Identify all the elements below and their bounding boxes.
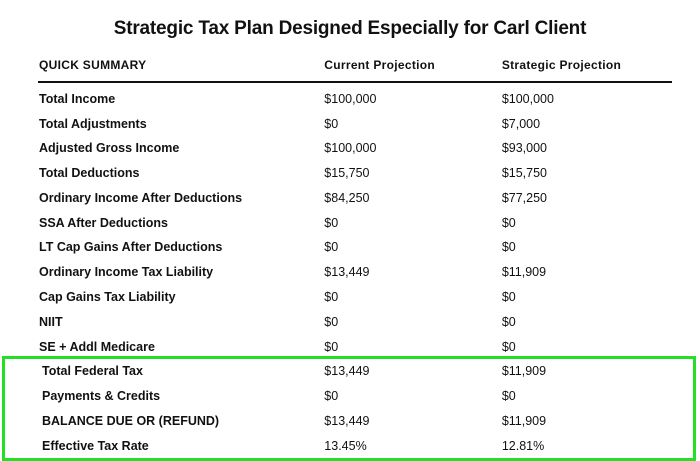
table-body: [38, 82, 672, 458]
row-current-value: $0: [324, 290, 339, 305]
row-current-value: $0: [324, 339, 339, 354]
row-strategic-value: $0: [501, 314, 516, 329]
column-header-current-projection: Current Projection: [324, 57, 436, 72]
row-current-value: $0: [324, 215, 339, 230]
row-label: Ordinary Income After Deductions: [39, 190, 243, 205]
row-strategic-value: $0: [501, 240, 516, 255]
table-row: [38, 334, 672, 359]
row-strategic-value: $0: [501, 290, 516, 305]
table-row: [38, 161, 672, 186]
row-strategic-value: $0: [501, 389, 516, 404]
table-row: [38, 309, 672, 334]
row-strategic-value: $11,909: [501, 265, 547, 280]
row-strategic-value: $7,000: [501, 116, 541, 131]
row-current-value: $100,000: [324, 141, 377, 156]
summary-table-container: [0, 57, 700, 458]
row-label: SSA After Deductions: [39, 215, 168, 230]
column-header-strategic-projection: Strategic Projection: [501, 57, 622, 72]
row-strategic-value: $0: [501, 215, 516, 230]
row-label: BALANCE DUE OR (REFUND): [42, 413, 220, 428]
table-row: [38, 82, 672, 111]
row-label: Total Deductions: [39, 166, 140, 181]
row-label: Effective Tax Rate: [42, 438, 149, 453]
row-label: NIIT: [39, 314, 63, 329]
row-label: Total Adjustments: [39, 116, 147, 131]
row-strategic-value: $100,000: [501, 91, 554, 106]
table-row: [38, 433, 672, 458]
table-row: [38, 359, 672, 384]
row-strategic-value: $11,909: [501, 413, 547, 428]
table-header: [38, 57, 672, 82]
row-label: Total Income: [39, 91, 116, 106]
row-strategic-value: $0: [501, 339, 516, 354]
row-label: Cap Gains Tax Liability: [39, 290, 176, 305]
row-strategic-value: 12.81%: [501, 438, 545, 453]
row-label: Payments & Credits: [42, 389, 161, 404]
row-current-value: $84,250: [324, 190, 370, 205]
table-row: [38, 384, 672, 409]
row-label: LT Cap Gains After Deductions: [39, 240, 223, 255]
row-current-value: 13.45%: [324, 438, 367, 453]
row-current-value: $0: [324, 116, 339, 131]
page-title: Strategic Tax Plan Designed Especially for Carl Client: [113, 18, 587, 39]
row-current-value: $0: [324, 314, 339, 329]
row-strategic-value: $15,750: [501, 166, 547, 181]
row-strategic-value: $77,250: [501, 190, 547, 205]
table-row: [38, 235, 672, 260]
table-row: [38, 260, 672, 285]
row-label: Ordinary Income Tax Liability: [39, 265, 214, 280]
row-current-value: $0: [324, 240, 339, 255]
table-header-row: [38, 57, 672, 82]
row-current-value: $13,449: [324, 364, 370, 379]
quick-summary-table: [38, 57, 672, 458]
row-strategic-value: $11,909: [501, 364, 547, 379]
row-label: Total Federal Tax: [42, 364, 143, 379]
table-row: [38, 136, 672, 161]
row-label: SE + Addl Medicare: [39, 339, 155, 354]
table-row: [38, 210, 672, 235]
table-row: [38, 111, 672, 136]
row-current-value: $0: [324, 389, 339, 404]
row-label: Adjusted Gross Income: [39, 141, 180, 156]
column-header-label: QUICK SUMMARY: [39, 57, 147, 72]
row-strategic-value: $93,000: [501, 141, 547, 156]
table-row: [38, 285, 672, 310]
table-row: [38, 186, 672, 211]
table-row: [38, 409, 672, 434]
row-current-value: $13,449: [324, 265, 370, 280]
row-current-value: $15,750: [324, 166, 370, 181]
row-current-value: $13,449: [324, 413, 370, 428]
row-current-value: $100,000: [324, 91, 377, 106]
